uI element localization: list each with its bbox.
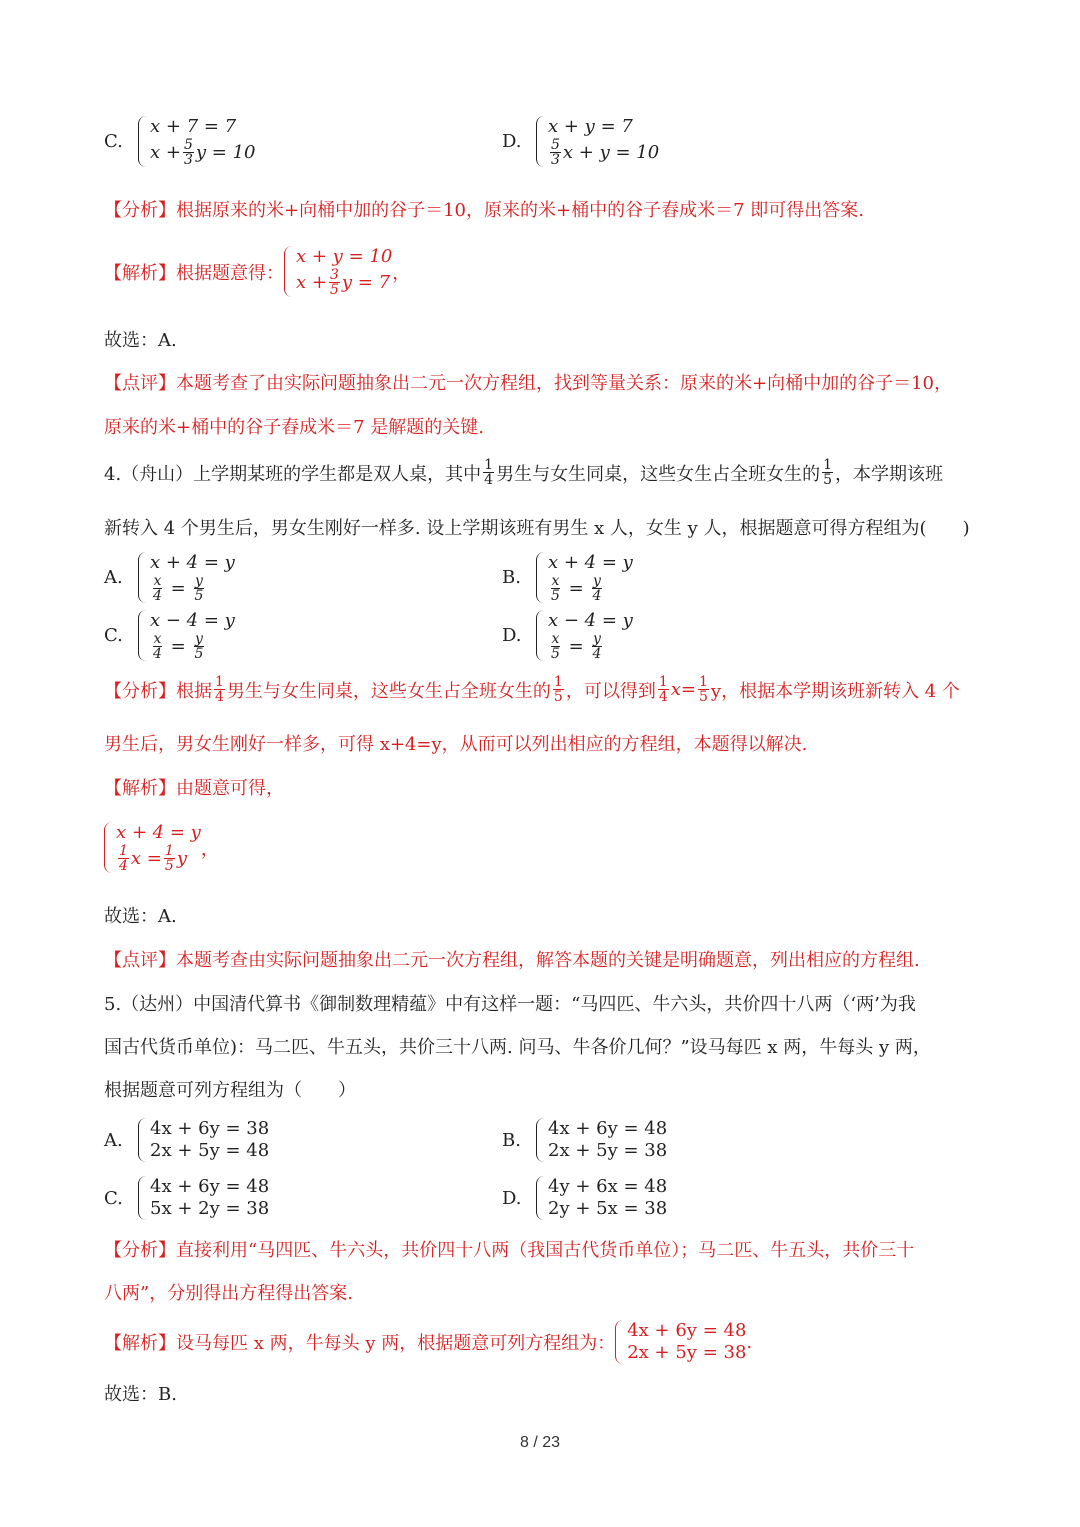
- equation: x + 4 = y: [548, 552, 633, 573]
- solution-label: 【解析】根据题意得：: [104, 262, 284, 284]
- q4-analysis-line2: 男生后，男女生刚好一样多，可得 x+4=y，从而可以列出相应的方程组，本题得以解决.: [104, 734, 808, 755]
- fraction-numerator: x: [153, 631, 162, 647]
- page-number: 8 / 23: [519, 1434, 561, 1451]
- q4-option-c: C. x − 4 = y $\frac{x}{4}$ = $\frac{y}{5}$: [104, 610, 235, 662]
- q3-option-c: [104, 116, 256, 167]
- q5-option-a: [104, 1118, 269, 1162]
- option-letter: D.: [502, 1187, 522, 1209]
- q5-analysis-line1: 【分析】直接利用“马四匹、牛六头，共价四十八两（我国古代货币单位）；马二匹、牛五头，共价三十: [104, 1240, 915, 1261]
- stem-text: ，本学期该班: [835, 463, 944, 485]
- fraction-denominator: 5: [329, 282, 339, 298]
- equation: 4x + 6y = 48: [548, 1118, 668, 1139]
- fraction-numerator: x: [153, 573, 162, 589]
- analysis-text: y，根据本学期该班新转入 4 个: [710, 680, 960, 702]
- punctuation: ，: [392, 262, 411, 284]
- fraction-numerator: y: [194, 573, 203, 589]
- equation: x + y = 10: [296, 246, 393, 267]
- q5-option-b: [502, 1118, 667, 1162]
- equation: x + y = 7: [548, 116, 633, 137]
- option-letter: B.: [502, 1129, 521, 1151]
- q5-analysis-line2: 八两”，分别得出方程得出答案.: [104, 1283, 353, 1304]
- equation-part: y = 10: [195, 141, 256, 163]
- fraction-denominator: 4: [153, 588, 162, 604]
- stem-text: 男生与女生同桌，这些女生占全班女生的: [496, 463, 821, 485]
- q4-option-a: A. x + 4 = y $\frac{x}{4}$ = $\frac{y}{5}$: [104, 552, 235, 604]
- fraction-numerator: 1: [484, 457, 494, 473]
- option-letter: C.: [104, 1187, 123, 1209]
- q4-solution-system: [104, 822, 219, 873]
- q4-stem-line2: 新转入 4 个男生后，男女生刚好一样多. 设上学期该班有男生 x 人，女生 y 人，根据题意可得方程组为( ): [104, 518, 970, 539]
- equation-part: x +: [150, 141, 181, 163]
- option-letter: D.: [502, 625, 522, 646]
- fraction-denominator: 5: [823, 472, 833, 488]
- q4-option-b: B. x + 4 = y $\frac{x}{5}$ = $\frac{y}{4}$: [502, 552, 633, 604]
- fraction-numerator: 3: [329, 267, 339, 283]
- q4-comment: 【点评】本题考查由实际问题抽象出二元一次方程组，解答本题的关键是明确题意，列出相应的方程组.: [104, 950, 920, 971]
- q4-answer: 故选：A.: [104, 906, 177, 927]
- fraction-denominator: 5: [553, 689, 563, 705]
- analysis-text: 【分析】根据: [104, 680, 212, 702]
- q3-answer: 故选：A.: [104, 330, 177, 351]
- equation: 4y + 6x = 48: [548, 1176, 668, 1197]
- q3-comment-line1: 【点评】本题考查了由实际问题抽象出二元一次方程组，找到等量关系：原来的米+向桶中加的谷子＝10，: [104, 373, 952, 394]
- q5-stem-line2: 国古代货币单位)：马二匹、牛五头，共价三十八两. 问马、牛各价几何？”设马每匹 x 两，牛每头 y 两，: [104, 1037, 931, 1058]
- q5-answer: 故选：B.: [104, 1384, 177, 1405]
- equation: x + 4 = y: [116, 822, 201, 843]
- option-letter: A.: [104, 567, 123, 588]
- punctuation: .: [746, 1331, 753, 1353]
- q4-analysis-line1: [104, 675, 960, 704]
- option-letter: C.: [104, 131, 123, 152]
- fraction-numerator: 1: [553, 674, 563, 690]
- equation-part: y: [176, 847, 187, 869]
- fraction-denominator: 5: [699, 689, 708, 705]
- equation: x + 7 = 7: [150, 116, 237, 137]
- q5-stem-line3: 根据题意可列方程组为（ ）: [104, 1080, 356, 1101]
- analysis-text: 男生与女生同桌，这些女生占全班女生的: [226, 680, 551, 702]
- fraction-denominator: 3: [183, 152, 193, 168]
- fraction-numerator: 1: [164, 843, 174, 859]
- analysis-text: ，可以得到: [565, 680, 656, 702]
- fraction-numerator: x: [551, 631, 560, 647]
- q3-analysis: 【分析】根据原来的米+向桶中加的谷子＝10，原来的米+桶中的谷子舂成米＝7 即可得出答案.: [104, 200, 864, 221]
- fraction-denominator: 4: [592, 588, 602, 604]
- fraction-numerator: y: [592, 573, 601, 589]
- equation: x − 4 = y: [548, 610, 633, 631]
- punctuation: ，: [200, 838, 219, 860]
- fraction-denominator: 4: [658, 689, 668, 705]
- q4-stem-line1: [104, 458, 943, 487]
- fraction-numerator: 1: [823, 457, 833, 473]
- fraction-denominator: 4: [215, 689, 224, 705]
- equation: 2x + 5y = 38: [627, 1342, 747, 1363]
- fraction-denominator: 4: [484, 472, 494, 488]
- q5-option-c: [104, 1176, 269, 1220]
- fraction-numerator: 5: [183, 137, 193, 153]
- fraction-denominator: 4: [119, 858, 128, 874]
- fraction-numerator: y: [194, 631, 203, 647]
- q4-solution: 【解析】由题意可得，: [104, 778, 284, 799]
- equation: 4x + 6y = 48: [627, 1320, 747, 1341]
- fraction-numerator: 1: [658, 674, 668, 690]
- fraction-numerator: 1: [699, 674, 708, 690]
- equation-part: x +: [296, 271, 327, 293]
- solution-label: 【解析】设马每匹 x 两，牛每头 y 两，根据题意可列方程组为：: [104, 1333, 616, 1354]
- equation: x − 4 = y: [150, 610, 235, 631]
- q5-solution: [104, 1320, 752, 1364]
- fraction-numerator: x: [551, 573, 560, 589]
- q3-option-d: [502, 116, 659, 167]
- q3-solution: [104, 246, 410, 297]
- equation-part: x =: [130, 847, 162, 869]
- fraction-denominator: 5: [551, 588, 560, 604]
- equation-part: y = 7: [341, 271, 391, 293]
- equation: 2x + 5y = 48: [150, 1140, 270, 1161]
- equation: 4x + 6y = 38: [150, 1118, 270, 1139]
- fraction-denominator: 5: [551, 646, 560, 662]
- q3-comment-line2: 原来的米+桶中的谷子舂成米＝7 是解题的关键.: [104, 417, 484, 438]
- equation-part: x + y = 10: [562, 141, 660, 163]
- option-letter: D.: [502, 131, 522, 152]
- fraction-denominator: 5: [194, 588, 204, 604]
- q4-option-d: D. x − 4 = y $\frac{x}{5}$ = $\frac{y}{4}$: [502, 610, 633, 662]
- q5-option-d: [502, 1176, 667, 1220]
- fraction-numerator: 1: [119, 843, 128, 859]
- fraction-numerator: y: [592, 631, 601, 647]
- equation: 4x + 6y = 48: [150, 1176, 270, 1197]
- equation: 2y + 5x = 38: [548, 1198, 668, 1219]
- fraction-numerator: 5: [551, 137, 560, 153]
- option-letter: A.: [104, 1129, 123, 1151]
- option-letter: B.: [502, 567, 521, 588]
- q5-stem-line1: 5.（达州）中国清代算书《御制数理精蕴》中有这样一题：“马四匹、牛六头，共价四十八两（‘两’为我: [104, 994, 916, 1015]
- equation: 2x + 5y = 38: [548, 1140, 668, 1161]
- fraction-denominator: 3: [551, 152, 560, 168]
- fraction-denominator: 4: [153, 646, 162, 662]
- equation: x + 4 = y: [150, 552, 235, 573]
- stem-text: 4.（舟山）上学期某班的学生都是双人桌，其中: [104, 463, 482, 485]
- option-letter: C.: [104, 625, 123, 646]
- fraction-denominator: 5: [194, 646, 204, 662]
- fraction-denominator: 4: [592, 646, 602, 662]
- fraction-denominator: 5: [164, 858, 174, 874]
- equation: 5x + 2y = 38: [150, 1198, 270, 1219]
- fraction-numerator: 1: [215, 674, 224, 690]
- analysis-text: x=: [670, 679, 696, 700]
